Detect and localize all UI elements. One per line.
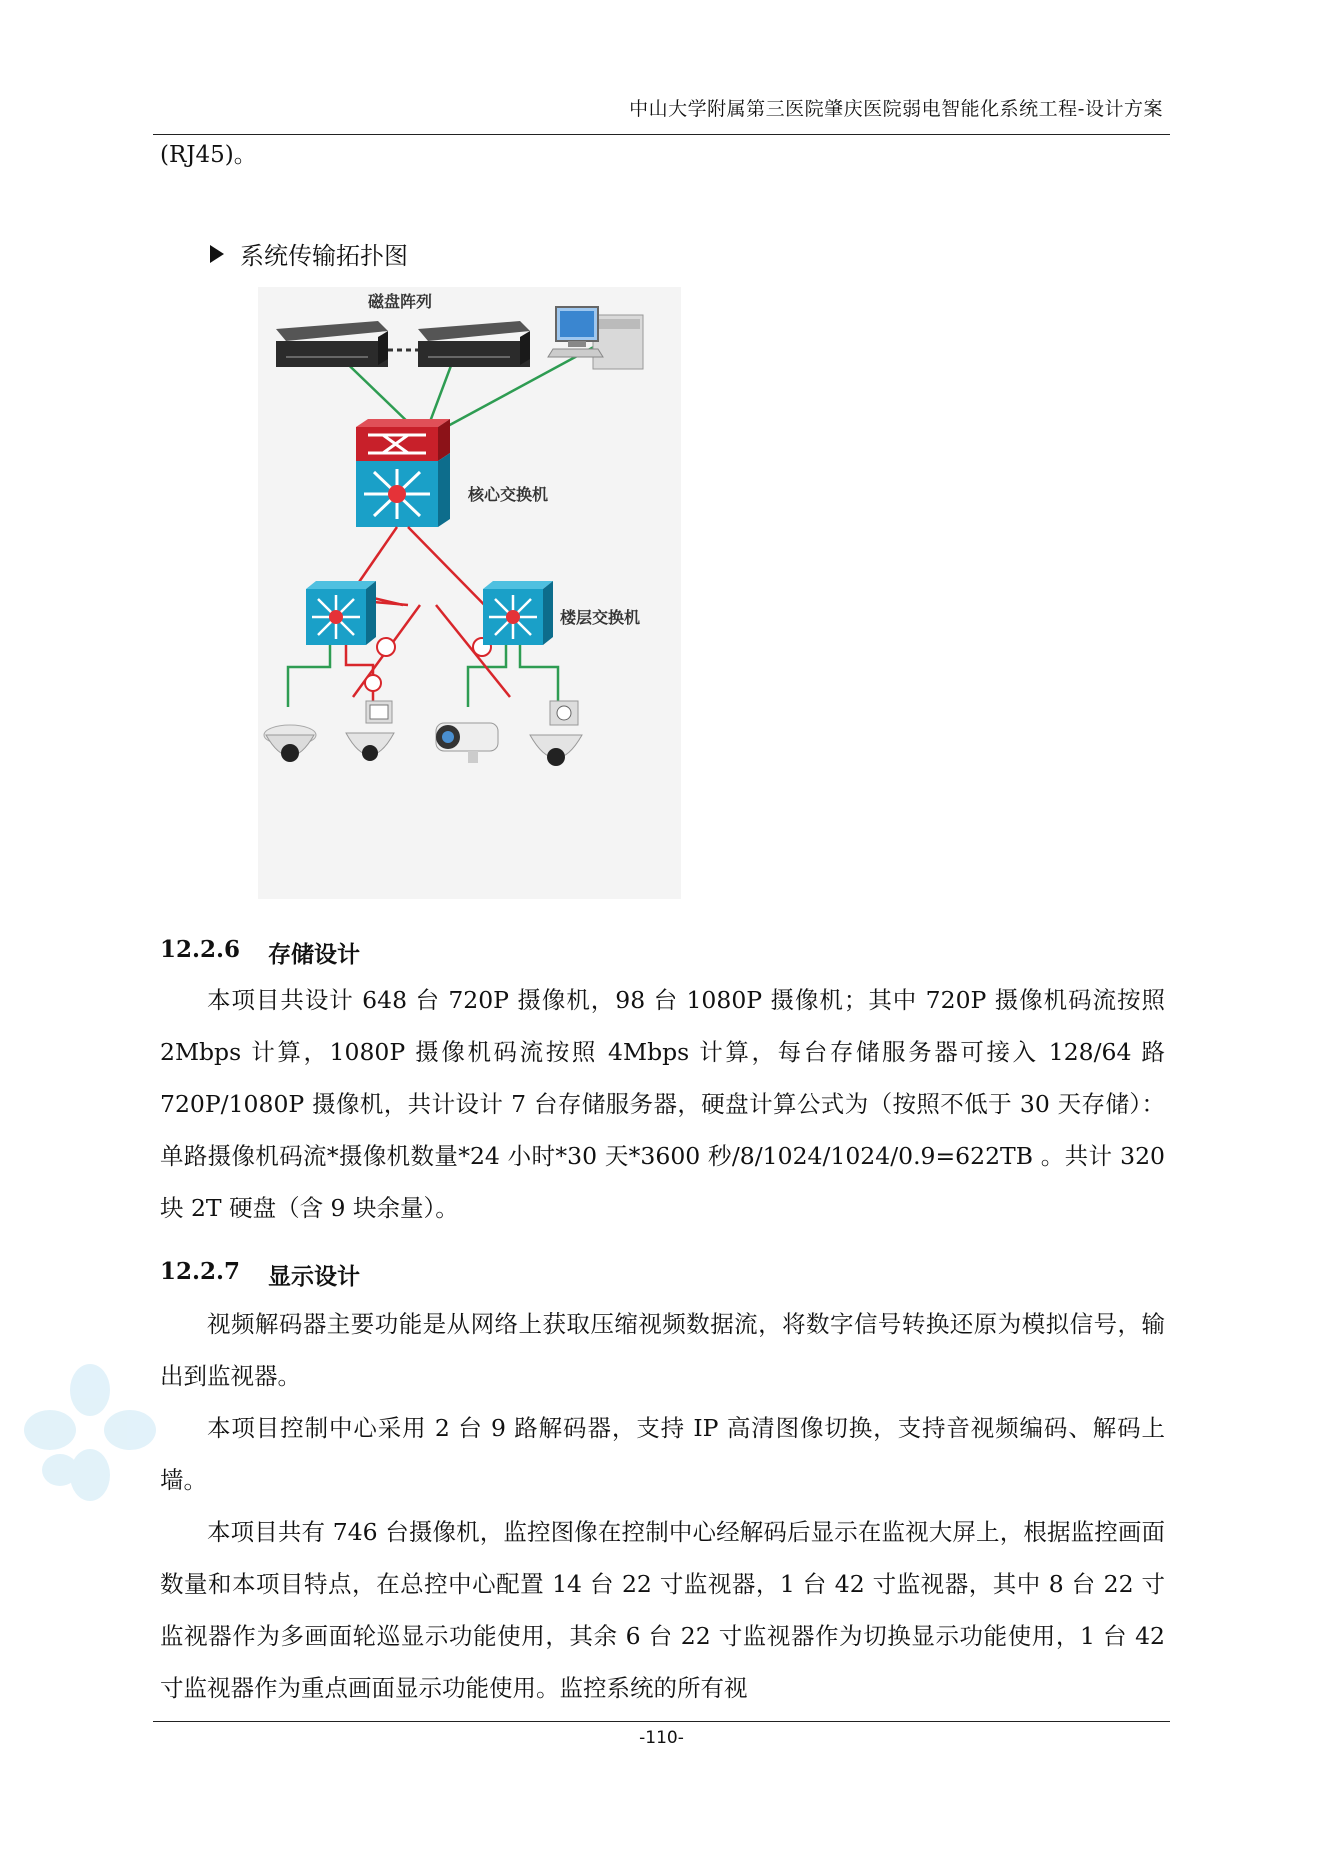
section-heading-storage <box>160 936 360 969</box>
display-design-body <box>160 1298 1165 1714</box>
floor-switch-right-icon <box>483 581 553 645</box>
topology-diagram <box>258 287 681 899</box>
speed-dome-camera-icon <box>530 701 582 766</box>
footer-rule <box>153 1721 1170 1722</box>
watermark-flower-icon <box>20 1360 160 1520</box>
section-title: 显示设计 <box>268 1263 361 1290</box>
bullet-camera-icon <box>436 723 498 763</box>
disk-array-left <box>276 321 388 367</box>
disk-array-right <box>418 321 530 367</box>
section-heading-display <box>160 1258 360 1291</box>
disk-array-label: 磁盘阵列 <box>368 292 433 311</box>
section-number: 12.2.7 <box>160 1258 241 1285</box>
section-title: 存储设计 <box>268 941 361 968</box>
bullet-heading-text: 系统传输拓扑图 <box>240 242 408 270</box>
paragraph: 本项目共有 746 台摄像机，监控图像在控制中心经解码后显示在监视大屏上，根据监控画面数量和本项目特点，在总控中心配置 14 台 22 寸监视器，1 台 42 寸监视器，其中 8 台 22 寸监视器作为多画面轮巡显示功能使用，其余 6 台 22 寸监视器作为切换显示功能使用，1 台 42 寸监视器作为重点画面显示功能使用。监控系统的所有视 <box>160 1518 1165 1702</box>
lightning-icon-group <box>365 638 491 691</box>
floor-switch-label: 楼层交换机 <box>560 608 641 627</box>
page-number: -110- <box>639 1728 684 1748</box>
core-switch-icon <box>356 419 450 527</box>
section-number: 12.2.6 <box>160 936 241 963</box>
paragraph: 视频解码器主要功能是从网络上获取压缩视频数据流，将数字信号转换还原为模拟信号，输出到监视器。 <box>160 1310 1165 1390</box>
page-header-title: 中山大学附属第三医院肇庆医院弱电智能化系统工程-设计方案 <box>629 98 1163 120</box>
bullet-heading <box>210 236 408 271</box>
storage-design-body <box>160 974 1165 1234</box>
continuation-text: (RJ45)。 <box>160 142 257 168</box>
header-rule <box>153 134 1170 135</box>
green-link-lines <box>288 342 603 707</box>
core-switch-label: 核心交换机 <box>468 485 549 504</box>
paragraph: 本项目控制中心采用 2 台 9 路解码器，支持 IP 高清图像切换，支持音视频编码、解码上墙。 <box>160 1414 1165 1494</box>
ptz-camera-icon <box>346 701 394 761</box>
floor-switch-left-icon <box>306 581 376 645</box>
computer-icon <box>548 307 643 369</box>
dome-camera-icon <box>264 725 316 762</box>
paragraph: 本项目共设计 648 台 720P 摄像机，98 台 1080P 摄像机；其中 720P 摄像机码流按照 2Mbps 计算，1080P 摄像机码流按照 4Mbps 计算，每台存储服务器可接入 128/64 路 720P/1080P 摄像机，共计设计 7 台存储服务器，硬盘计算公式为（按照不低于 30 天存储）：单路摄像机码流*摄像机数量*24 小时*30 天*3600 秒/8/1024/1024/0.9=622TB 。共计 320 块 2T 硬盘（含 9 块余量）。 <box>160 986 1165 1222</box>
arrow-bullet-icon <box>210 245 224 263</box>
